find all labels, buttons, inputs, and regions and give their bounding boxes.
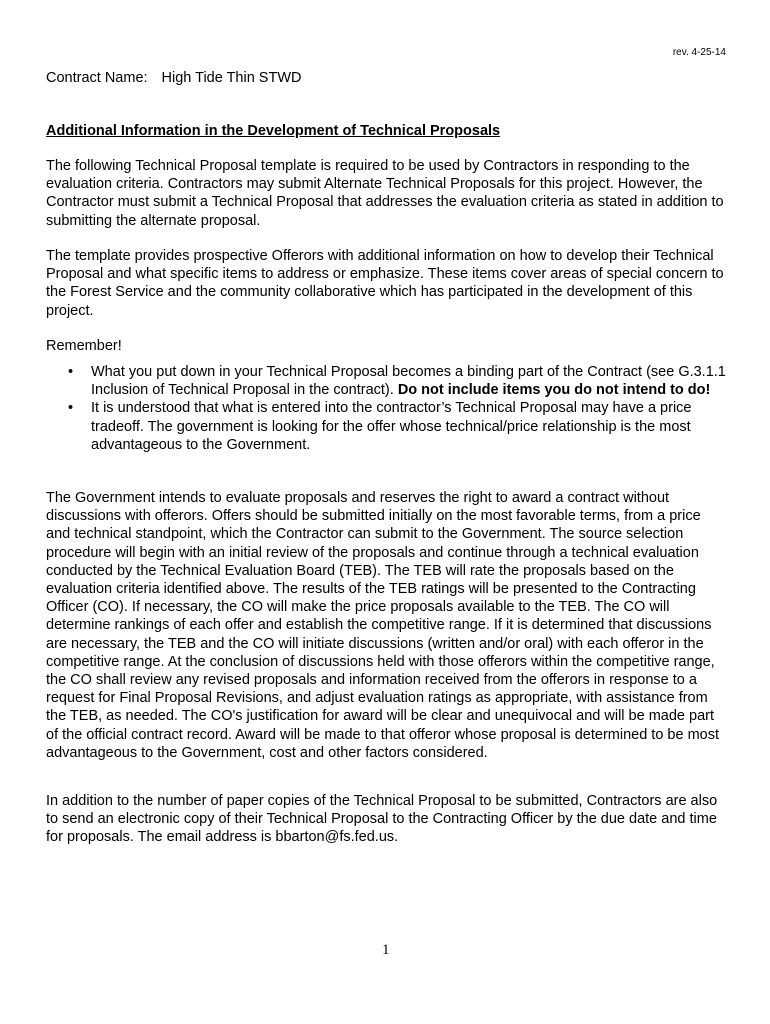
bullet-icon: •	[68, 400, 74, 417]
paragraph-submission-instructions: In addition to the number of paper copies of the Technical Proposal to be submitted, Contractors are also to send an electronic copy of their Technical Proposal to the Contracting Officer by the due date and time for proposals. The email address is bbarton@fs.fed.us.	[46, 793, 718, 846]
list-item	[46, 399, 726, 454]
list-item	[46, 363, 726, 399]
section-heading: Additional Information in the Development of Technical Proposals	[46, 123, 501, 139]
paragraph-template-purpose: The template provides prospective Offerors with additional information on how to develop their Technical Proposal and what specific items to address or emphasize. These items cover areas of special concern to the Forest Service and the community collaborative which has participated in the development of this project.	[46, 248, 724, 319]
reminder-list	[46, 363, 726, 454]
list-item-emphasis: Do not include items you do not intend to do!	[397, 382, 711, 399]
paragraph-evaluation-process: The Government intends to evaluate proposals and reserves the right to award a contract without discussions with offerors. Offers should be submitted initially on the most favorable terms, from a price and technical standpoint, which the Contractor can submit to the Government. The source selection procedure will begin with an initial review of the proposals and continue through a technical evaluation conducted by the Technical Evaluation Board (TEB). The TEB will rate the proposals based on the evaluation criteria identified above. The results of the TEB ratings will be presented to the Contracting Officer (CO). If necessary, the CO will make the price proposals available to the TEB. The CO will determine rankings of each offer and establish the competitive range. If it is determined that discussions are necessary, the TEB and the CO will initiate discussions (written and/or oral) with each offeror in the competitive range. At the conclusion of discussions held with those offerors within the competitive range, the CO shall review any revised proposals and information received from the offerors in response to a request for Final Proposal Revisions, and adjust evaluation ratings as appropriate, with assistance from the TEB, as needed. The CO's justification for award will be clear and unequivocal and will be made part of the official contract record. Award will be made to that offeror whose proposal is determined to be most advantageous to the Government, cost and other factors considered.	[46, 490, 719, 761]
list-item-text: It is understood that what is entered into the contractor’s Technical Proposal may have a price tradeoff. The government is looking for the offer whose technical/price relationship is the most advantageous to the Government.	[91, 400, 692, 453]
contract-name-line	[46, 69, 302, 87]
bullet-icon: •	[68, 364, 74, 380]
page-number: 1	[382, 942, 390, 958]
contract-name-value: High Tide Thin STWD	[161, 70, 302, 86]
document-page	[46, 0, 726, 1024]
paragraph-template-requirement: The following Technical Proposal template is required to be used by Contractors in responding to the evaluation criteria. Contractors may submit Alternate Technical Proposals for this project. However, the Contractor must submit a Technical Proposal that addresses the evaluation criteria as stated in addition to submitting the alternate proposal.	[46, 158, 724, 229]
list-item-text: What you put down in your Technical Proposal becomes a binding part of the Contract (see G.3.1.1 Inclusion of Technical Proposal in the contract).	[91, 364, 726, 399]
revision-date: rev. 4-25-14	[672, 47, 726, 58]
contract-name-label: Contract Name:	[46, 70, 148, 86]
remember-label: Remember!	[46, 338, 122, 354]
